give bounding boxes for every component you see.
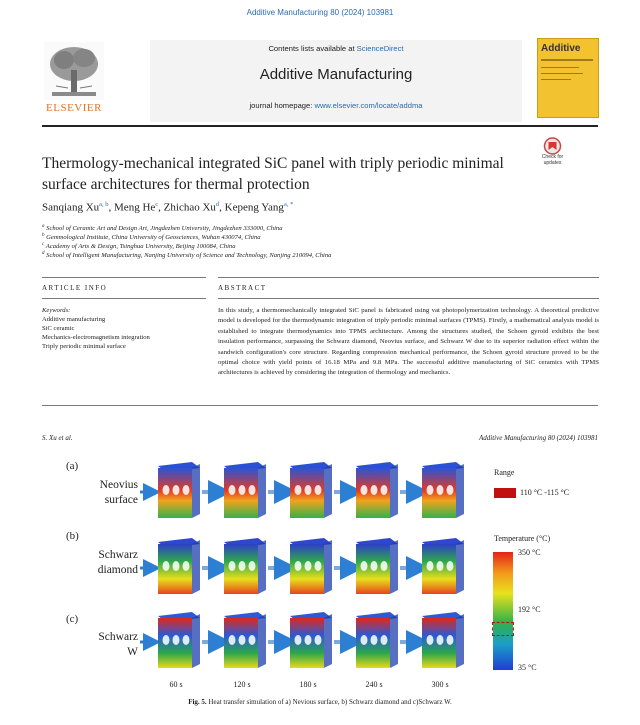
structure-label: Schwarz W [98, 631, 138, 658]
abstract-heading: ABSTRACT [218, 284, 267, 292]
panel-label: (c) [66, 613, 79, 625]
abstract-text: In this study, a thermomechanically integrated SiC panel is fabricated using vat photopolymerization technology. A theoretical predictive model is developed for the thermodynamic integration of triply periodic minimal surfaces (TPMS). Firstly, a mathematical analysis model is established to integrate thermodynamics into TPMS architecture. Among the structures studied, the Schoen gyroid exhibits the best insulation performance, surpassing the Schwarz diamond, Neovius surface, and Schwarz W due to its superior radiation effect within the sandwich configuration's core structure. Regarding compression mechanical performance, the Schoen gyroid structure proved to be the optimal choice with yield points of 16.18 MPa and 9.8 MPa. The successful additive manufacturing of SiC ceramics with TPMS architectures is achieved by considering the integration of thermology and mechanics. [218, 307, 599, 377]
journal-cover-thumbnail[interactable] [537, 38, 599, 118]
journal-reference[interactable]: Additive Manufacturing 80 (2024) 103981 [246, 8, 394, 17]
author-name[interactable]: Sanqiang Xu [42, 201, 100, 214]
range-label: Range [494, 468, 515, 477]
simulation-cell [422, 538, 464, 594]
running-head-journal: Additive Manufacturing 80 (2024) 103981 [479, 434, 598, 442]
simulation-cell [290, 612, 332, 668]
heat-transfer-simulation-grid [138, 456, 478, 678]
keyword[interactable]: Additive manufacturing [42, 316, 106, 323]
affiliation: $^c$ Academy of Arts & Design, Tsinghua University, Beijing 100084, China [42, 242, 236, 251]
simulation-cell [290, 462, 332, 518]
colorbar-tick: 192 °C [518, 605, 541, 614]
running-head-authors: S. Xu et al. [42, 434, 73, 442]
cover-title: Additive [541, 43, 581, 54]
divider [42, 298, 206, 299]
time-label: 120 s [233, 680, 251, 689]
author-list: Sanqiang Xu$^{a, b}$, Meng He$^c$, Zhichao Xu$^d$, Kepeng Yang$^{a, *}$ [42, 201, 294, 214]
time-label: 60 s [169, 680, 183, 689]
simulation-cell [356, 538, 398, 594]
simulation-cell [422, 612, 464, 668]
simulation-cell [224, 612, 266, 668]
check-for-updates-badge[interactable]: Check for updates [536, 137, 569, 171]
keyword[interactable]: Mechanics-electromagnetism integration [42, 334, 150, 341]
author-name[interactable]: Meng He [114, 201, 156, 214]
simulation-cell [158, 538, 200, 594]
range-value: 110 °C -115 °C [520, 488, 570, 497]
elsevier-tree-logo[interactable] [44, 42, 104, 100]
structure-label: Schwarz diamond [97, 549, 138, 576]
simulation-cell [224, 462, 266, 518]
author-name[interactable]: Kepeng Yang [224, 201, 284, 214]
affiliation: $^d$ School of Intelligent Manufacturing, Nanjing University of Science and Technology, Nanjing 210094, China [42, 251, 332, 260]
simulation-cell [422, 462, 464, 518]
time-label: 180 s [299, 680, 317, 689]
bookmark-icon [536, 137, 569, 155]
colorbar-title: Temperature (°C) [494, 534, 551, 543]
divider [218, 277, 599, 278]
time-label: 240 s [365, 680, 383, 689]
range-swatch [494, 488, 516, 498]
divider [42, 405, 598, 406]
simulation-cell [224, 538, 266, 594]
colorbar-tick: 350 °C [518, 548, 541, 557]
time-label: 300 s [431, 680, 449, 689]
author-name[interactable]: Zhichao Xu [163, 201, 216, 214]
contents-line: Contents lists available at ScienceDirect [268, 44, 404, 53]
simulation-cell [158, 612, 200, 668]
homepage-link[interactable]: www.elsevier.com/locate/addma [314, 101, 423, 110]
simulation-cell [356, 462, 398, 518]
article-title: Thermology-mechanical integrated SiC panel with triply periodic minimal surface architectures for thermal protection [42, 155, 504, 193]
divider [42, 277, 206, 278]
panel-label: (b) [66, 530, 79, 542]
affiliation: $^a$ School of Ceramic Art and Design Art, Jingdezhen University, Jingdezhen 333000, China [42, 224, 283, 233]
elsevier-wordmark[interactable]: ELSEVIER [46, 102, 102, 114]
panel-label: (a) [66, 460, 79, 472]
simulation-cell [290, 538, 332, 594]
affiliation: $^b$ Gemmological Institute, China University of Geosciences, Wuhan 430074, China [42, 233, 261, 242]
header-divider [42, 125, 598, 127]
temperature-colorbar [493, 552, 513, 670]
divider [218, 298, 599, 299]
structure-label: Neovius surface [99, 479, 138, 506]
article-info-heading: ARTICLE INFO [42, 284, 108, 292]
sciencedirect-link[interactable]: ScienceDirect [356, 44, 404, 53]
figure-caption: Fig. 5. Heat transfer simulation of a) Nevious surface, b) Schwarz diamond and c)Schwarz W. [188, 698, 452, 706]
journal-title[interactable]: Additive Manufacturing [259, 66, 413, 83]
keyword[interactable]: Triply periodic minimal surface [42, 343, 126, 350]
simulation-cell [158, 462, 200, 518]
journal-homepage: journal homepage: www.elsevier.com/locate/addma [249, 101, 423, 110]
simulation-cell [356, 612, 398, 668]
keywords-label: Keywords: [42, 307, 71, 314]
colorbar-tick: 35 °C [518, 663, 537, 672]
range-marker [492, 622, 514, 636]
keyword[interactable]: SiC ceramic [42, 325, 75, 332]
